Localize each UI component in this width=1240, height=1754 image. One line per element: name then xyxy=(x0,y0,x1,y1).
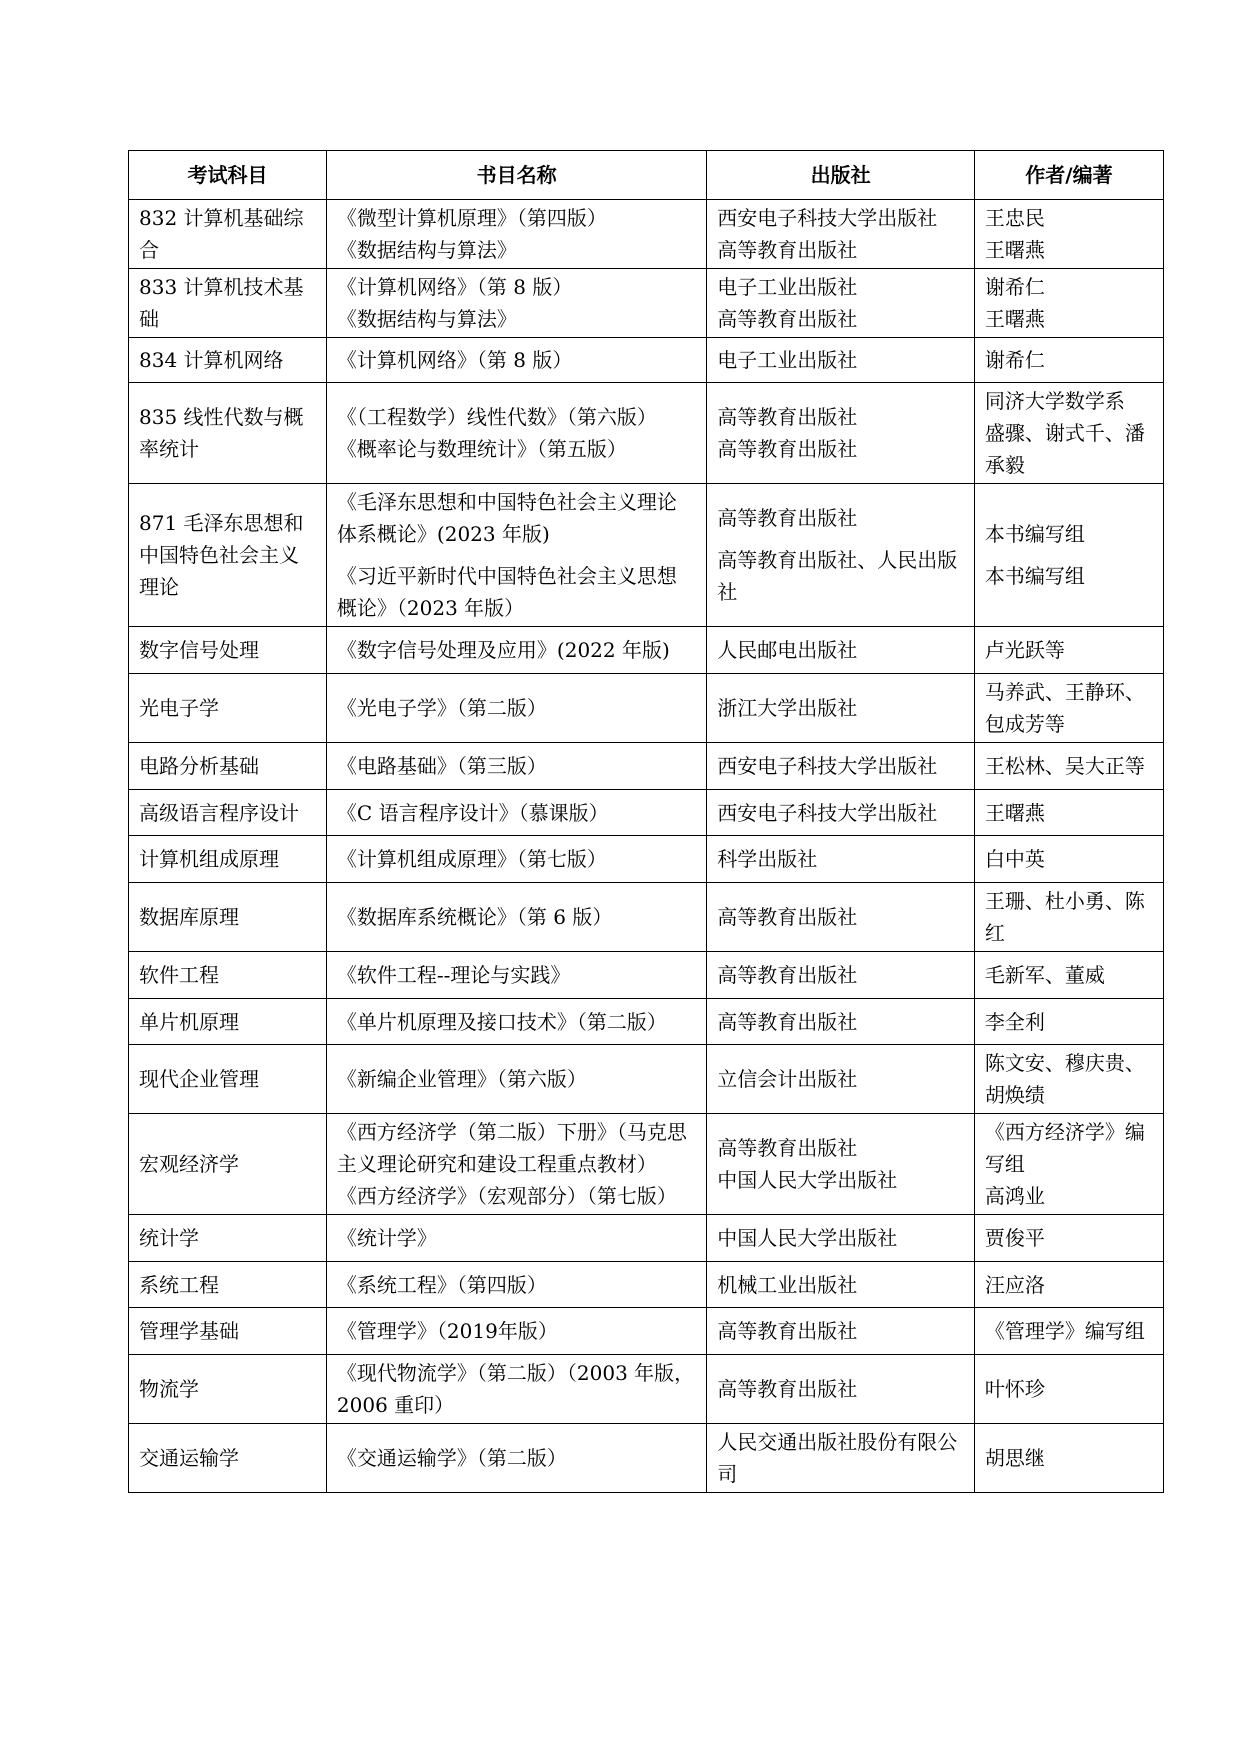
cell-line: 《光电子学》（第二版） xyxy=(336,696,547,720)
cell-line: 《计算机网络》（第 8 版） xyxy=(336,348,573,372)
cell-line: 宏观经济学 xyxy=(139,1152,239,1176)
cell-line: 贾俊平 xyxy=(984,1226,1045,1250)
cell-line: 王曙燕 xyxy=(984,307,1045,331)
cell-publisher xyxy=(707,338,975,383)
cell-line: 白中英 xyxy=(984,847,1045,871)
cell-line: 833 计算机技术基础 xyxy=(139,275,304,331)
table-header-row xyxy=(129,151,1164,200)
cell-line: 835 线性代数与概率统计 xyxy=(139,405,304,461)
cell-book-title xyxy=(326,743,706,790)
cell-line: 交通运输学 xyxy=(139,1446,239,1470)
header-subject: 考试科目 xyxy=(129,151,327,200)
cell-publisher xyxy=(707,999,975,1045)
cell-line: 中国人民大学出版社 xyxy=(717,1168,898,1192)
header-publisher: 出版社 xyxy=(707,151,975,200)
cell-line: 《系统工程》（第四版） xyxy=(336,1272,547,1297)
cell-line: 谢希仁 xyxy=(984,348,1045,372)
cell-author xyxy=(974,1114,1163,1215)
cell-book-title xyxy=(326,269,706,338)
table-row xyxy=(129,200,1164,269)
cell-line: 《数据库系统概论》（第 6 版） xyxy=(336,905,613,929)
cell-author xyxy=(974,883,1163,952)
cell-subject xyxy=(129,743,327,790)
cell-line: 《（工程数学）线性代数》（第六版） xyxy=(336,405,657,429)
cell-line: 《交通运输学》（第二版） xyxy=(336,1446,567,1470)
cell-line: 高等教育出版社 xyxy=(717,405,858,429)
cell-line: 机械工业出版社 xyxy=(717,1272,858,1297)
cell-line: 《西方经济学》编写组 xyxy=(984,1120,1145,1176)
cell-book-title xyxy=(326,1355,706,1424)
cell-line: 高等教育出版社 xyxy=(717,1377,858,1401)
cell-line: 《习近平新时代中国特色社会主义思想概论》（2023 年版） xyxy=(336,564,677,620)
cell-line: 西安电子科技大学出版社 xyxy=(717,800,938,825)
cell-publisher xyxy=(707,484,975,627)
table-row xyxy=(129,1045,1164,1114)
cell-subject xyxy=(129,338,327,383)
table-body xyxy=(129,200,1164,1493)
cell-author xyxy=(974,999,1163,1045)
cell-line: 现代企业管理 xyxy=(139,1067,259,1091)
cell-publisher xyxy=(707,883,975,952)
cell-subject xyxy=(129,952,327,999)
cell-line: 《西方经济学（第二版）下册》（马克思主义理论研究和建设工程重点教材） xyxy=(336,1120,687,1176)
table-row xyxy=(129,338,1164,383)
cell-line: 计算机组成原理 xyxy=(139,847,279,871)
cell-line: 高等教育出版社 xyxy=(717,1319,858,1343)
cell-line: 卢光跃等 xyxy=(984,638,1065,662)
cell-line: 《数据结构与算法》 xyxy=(336,307,517,331)
header-book-title: 书目名称 xyxy=(326,151,706,200)
cell-line: 高等教育出版社 xyxy=(717,905,858,929)
cell-line: 王珊、杜小勇、陈红 xyxy=(984,889,1145,945)
cell-subject xyxy=(129,674,327,743)
cell-publisher xyxy=(707,674,975,743)
cell-book-title xyxy=(326,1424,706,1493)
table-row xyxy=(129,1262,1164,1308)
cell-book-title xyxy=(326,883,706,952)
cell-author xyxy=(974,674,1163,743)
cell-line: 王曙燕 xyxy=(984,238,1045,262)
cell-line: 管理学基础 xyxy=(139,1319,239,1343)
header-author: 作者/编著 xyxy=(974,151,1163,200)
cell-subject xyxy=(129,484,327,627)
cell-subject xyxy=(129,883,327,952)
cell-line: 光电子学 xyxy=(139,696,219,720)
cell-book-title xyxy=(326,627,706,674)
cell-line: 《毛泽东思想和中国特色社会主义理论体系概论》(2023 年版) xyxy=(336,490,677,546)
cell-book-title xyxy=(326,952,706,999)
cell-author xyxy=(974,1308,1163,1355)
cell-line: 西安电子科技大学出版社 xyxy=(717,206,938,230)
cell-line: 盛骤、谢式千、潘承毅 xyxy=(984,421,1145,477)
cell-line: 李全利 xyxy=(984,1009,1045,1034)
table-row xyxy=(129,269,1164,338)
cell-publisher xyxy=(707,836,975,883)
cell-author xyxy=(974,790,1163,836)
cell-line: 物流学 xyxy=(139,1377,199,1401)
cell-book-title xyxy=(326,999,706,1045)
cell-author xyxy=(974,627,1163,674)
cell-book-title xyxy=(326,1045,706,1114)
table-row xyxy=(129,1308,1164,1355)
cell-author xyxy=(974,952,1163,999)
cell-line: 《软件工程--理论与实践》 xyxy=(336,963,571,987)
reference-book-table xyxy=(128,150,1164,1493)
cell-author xyxy=(974,269,1163,338)
cell-book-title xyxy=(326,484,706,627)
cell-line: 《管理学》（2019年版） xyxy=(336,1319,558,1343)
cell-subject xyxy=(129,200,327,269)
cell-line: 《微型计算机原理》（第四版） xyxy=(336,206,607,230)
cell-subject xyxy=(129,383,327,484)
cell-subject xyxy=(129,1045,327,1114)
cell-subject xyxy=(129,1424,327,1493)
cell-line: 电子工业出版社 xyxy=(717,348,858,372)
cell-publisher xyxy=(707,1215,975,1262)
cell-line: 《新编企业管理》（第六版） xyxy=(336,1067,587,1091)
cell-line: 《数据结构与算法》 xyxy=(336,238,517,262)
cell-line: 《数字信号处理及应用》(2022 年版) xyxy=(336,638,670,662)
cell-line: 《现代物流学》（第二版）（2003 年版，2006 重印） xyxy=(336,1361,695,1417)
table-row xyxy=(129,999,1164,1045)
cell-line: 《计算机网络》（第 8 版） xyxy=(336,275,573,299)
cell-subject xyxy=(129,1114,327,1215)
cell-line: 《计算机组成原理》（第七版） xyxy=(336,847,607,871)
cell-line: 高等教育出版社、人民出版社 xyxy=(717,548,958,604)
table-row xyxy=(129,836,1164,883)
cell-line: 871 毛泽东思想和中国特色社会主义理论 xyxy=(139,511,304,599)
cell-book-title xyxy=(326,1308,706,1355)
cell-book-title xyxy=(326,338,706,383)
table-row xyxy=(129,790,1164,836)
table-row xyxy=(129,1355,1164,1424)
cell-line: 834 计算机网络 xyxy=(139,348,284,372)
cell-line: 王忠民 xyxy=(984,206,1045,230)
cell-line: 《管理学》编写组 xyxy=(984,1319,1145,1343)
cell-book-title xyxy=(326,1262,706,1308)
table-row xyxy=(129,674,1164,743)
cell-subject xyxy=(129,269,327,338)
cell-line: 陈文安、穆庆贵、胡焕绩 xyxy=(984,1051,1145,1107)
cell-subject xyxy=(129,1215,327,1262)
table-row xyxy=(129,1215,1164,1262)
cell-line: 人民交通出版社股份有限公司 xyxy=(717,1430,958,1486)
cell-publisher xyxy=(707,952,975,999)
cell-line: 《C 语言程序设计》（慕课版） xyxy=(336,800,609,825)
cell-line: 谢希仁 xyxy=(984,275,1045,299)
table-row xyxy=(129,1114,1164,1215)
cell-book-title xyxy=(326,383,706,484)
cell-author xyxy=(974,383,1163,484)
cell-line: 西安电子科技大学出版社 xyxy=(717,754,938,778)
cell-line: 本书编写组 xyxy=(984,522,1085,546)
cell-publisher xyxy=(707,1308,975,1355)
table-row xyxy=(129,627,1164,674)
cell-line: 统计学 xyxy=(139,1226,199,1250)
cell-line: 浙江大学出版社 xyxy=(717,696,858,720)
cell-line: 科学出版社 xyxy=(717,847,818,871)
table-row xyxy=(129,383,1164,484)
cell-line: 中国人民大学出版社 xyxy=(717,1226,898,1250)
cell-line: 数据库原理 xyxy=(139,905,239,929)
cell-publisher xyxy=(707,743,975,790)
cell-subject xyxy=(129,1308,327,1355)
cell-line: 高等教育出版社 xyxy=(717,437,858,461)
cell-line: 人民邮电出版社 xyxy=(717,638,858,662)
cell-author xyxy=(974,1215,1163,1262)
cell-line: 叶怀珍 xyxy=(984,1377,1045,1401)
cell-subject xyxy=(129,1355,327,1424)
cell-publisher xyxy=(707,269,975,338)
cell-line: 马养武、王静环、包成芳等 xyxy=(984,680,1145,736)
cell-subject xyxy=(129,999,327,1045)
cell-author xyxy=(974,1355,1163,1424)
cell-publisher xyxy=(707,1262,975,1308)
cell-book-title xyxy=(326,1215,706,1262)
cell-line: 毛新军、董威 xyxy=(984,963,1105,987)
cell-author xyxy=(974,743,1163,790)
cell-line: 本书编写组 xyxy=(984,564,1085,588)
cell-subject xyxy=(129,836,327,883)
cell-line: 高等教育出版社 xyxy=(717,1009,858,1034)
cell-subject xyxy=(129,790,327,836)
cell-line: 汪应洛 xyxy=(984,1272,1045,1297)
cell-line: 高级语言程序设计 xyxy=(139,800,299,825)
cell-line: 高等教育出版社 xyxy=(717,307,858,331)
table-row xyxy=(129,1424,1164,1493)
cell-line: 软件工程 xyxy=(139,963,219,987)
cell-publisher xyxy=(707,1424,975,1493)
cell-author xyxy=(974,484,1163,627)
cell-line: 《概率论与数理统计》（第五版） xyxy=(336,437,627,461)
cell-author xyxy=(974,1262,1163,1308)
cell-line: 《电路基础》（第三版） xyxy=(336,754,547,778)
cell-line: 电路分析基础 xyxy=(139,754,259,778)
table-row xyxy=(129,484,1164,627)
cell-publisher xyxy=(707,200,975,269)
cell-line: 《西方经济学》（宏观部分）（第七版） xyxy=(336,1184,677,1208)
table-row xyxy=(129,952,1164,999)
cell-line: 高等教育出版社 xyxy=(717,963,858,987)
cell-publisher xyxy=(707,627,975,674)
cell-line: 数字信号处理 xyxy=(139,638,259,662)
cell-line: 同济大学数学系 xyxy=(984,389,1125,413)
cell-publisher xyxy=(707,383,975,484)
cell-line: 高等教育出版社 xyxy=(717,1136,858,1160)
cell-author xyxy=(974,1424,1163,1493)
cell-book-title xyxy=(326,674,706,743)
cell-publisher xyxy=(707,790,975,836)
cell-author xyxy=(974,200,1163,269)
cell-publisher xyxy=(707,1114,975,1215)
cell-line: 高鸿业 xyxy=(984,1184,1045,1208)
cell-line: 单片机原理 xyxy=(139,1009,239,1034)
cell-line: 胡思继 xyxy=(984,1446,1045,1470)
cell-line: 高等教育出版社 xyxy=(717,238,858,262)
cell-subject xyxy=(129,627,327,674)
cell-book-title xyxy=(326,200,706,269)
cell-line: 《统计学》 xyxy=(336,1226,437,1250)
cell-subject xyxy=(129,1262,327,1308)
cell-author xyxy=(974,338,1163,383)
cell-line: 《单片机原理及接口技术》（第二版） xyxy=(336,1009,667,1034)
table-row xyxy=(129,743,1164,790)
cell-publisher xyxy=(707,1045,975,1114)
cell-line: 系统工程 xyxy=(139,1272,219,1297)
cell-line: 立信会计出版社 xyxy=(717,1067,858,1091)
cell-line: 电子工业出版社 xyxy=(717,275,858,299)
cell-line: 王曙燕 xyxy=(984,800,1045,825)
cell-line: 832 计算机基础综合 xyxy=(139,206,304,262)
cell-book-title xyxy=(326,836,706,883)
cell-publisher xyxy=(707,1355,975,1424)
table-row xyxy=(129,883,1164,952)
cell-book-title xyxy=(326,790,706,836)
cell-author xyxy=(974,836,1163,883)
cell-line: 高等教育出版社 xyxy=(717,506,858,530)
cell-line: 王松林、吴大正等 xyxy=(984,754,1145,778)
cell-book-title xyxy=(326,1114,706,1215)
cell-author xyxy=(974,1045,1163,1114)
